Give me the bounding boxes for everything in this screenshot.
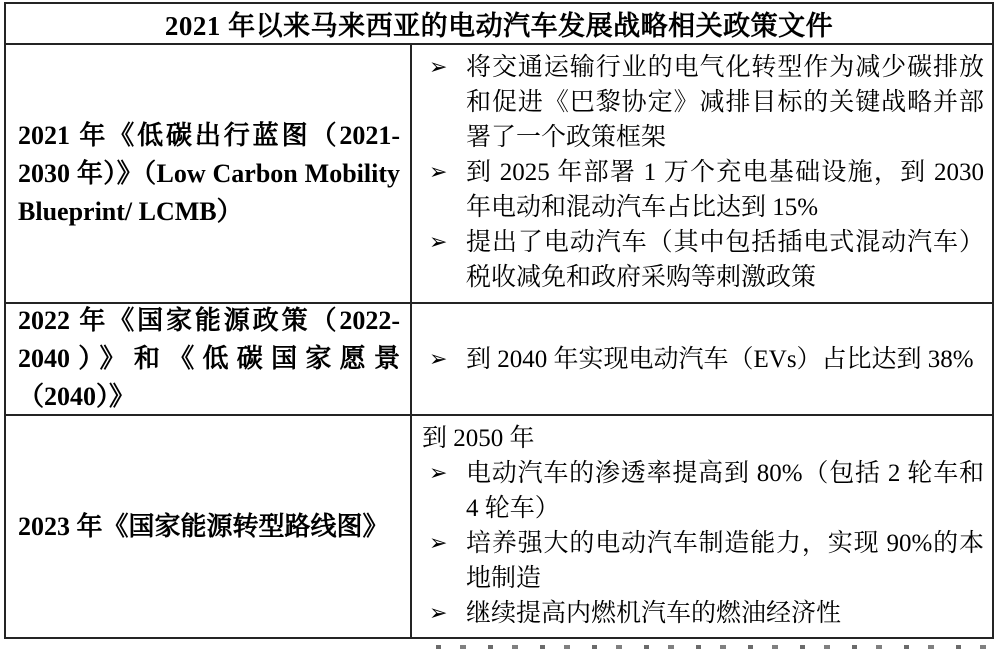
list-item [414,155,984,225]
policy-table [4,2,994,639]
policy-point: 到 2040 年实现电动汽车（EVs）占比达到 38% [466,346,974,373]
arrow-bullet-icon: ➢ [429,160,448,185]
list-item [414,456,984,526]
list-item [414,342,984,377]
arrow-bullet-icon: ➢ [429,461,448,486]
policy-point: 提出了电动汽车（其中包括插电式混动汽车）税收减免和政府采购等刺激政策 [466,229,984,291]
policy-intro: 到 2050 年 [422,425,535,452]
list-item [414,596,984,631]
list-item [414,225,984,295]
policy-name-cell [6,416,412,637]
policy-details-cell [412,416,992,637]
policy-point: 电动汽车的渗透率提高到 80%（包括 2 轮车和 4 轮车） [466,460,984,522]
table-row [6,304,992,416]
arrow-bullet-icon: ➢ [429,230,448,255]
policy-details-cell [412,45,992,302]
policy-name-cell [6,304,412,414]
table-title: 2021 年以来马来西亚的电动汽车发展战略相关政策文件 [6,4,992,45]
policy-name-cell [6,45,412,302]
list-item [414,526,984,596]
policy-point: 到 2025 年部署 1 万个充电基础设施，到 2030 年电动和混动汽车占比达到 15% [466,159,984,221]
cutoff-text-sliver [436,645,996,649]
policy-name: 2023 年《国家能源转型路线图》 [18,511,389,541]
arrow-bullet-icon: ➢ [429,55,448,80]
policy-point: 继续提高内燃机汽车的燃油经济性 [466,600,842,627]
policy-name: 2022 年《国家能源政策（2022-2040）》和《低碳国家愿景（2040）》 [18,306,400,411]
arrow-bullet-icon: ➢ [429,601,448,626]
policy-details-cell [412,304,992,414]
policy-point: 培养强大的电动汽车制造能力，实现 90%的本地制造 [466,530,984,592]
arrow-bullet-icon: ➢ [429,531,448,556]
table-row [6,45,992,304]
policy-name: 2021 年《低碳出行蓝图（2021-2030 年）》（Low Carbon Mobility Blueprint/ LCMB） [18,120,400,226]
arrow-bullet-icon: ➢ [429,347,448,372]
list-item [414,50,984,155]
table-row [6,416,992,637]
policy-point: 将交通运输行业的电气化转型作为减少碳排放和促进《巴黎协定》减排目标的关键战略并部署了一个政策框架 [466,54,984,151]
